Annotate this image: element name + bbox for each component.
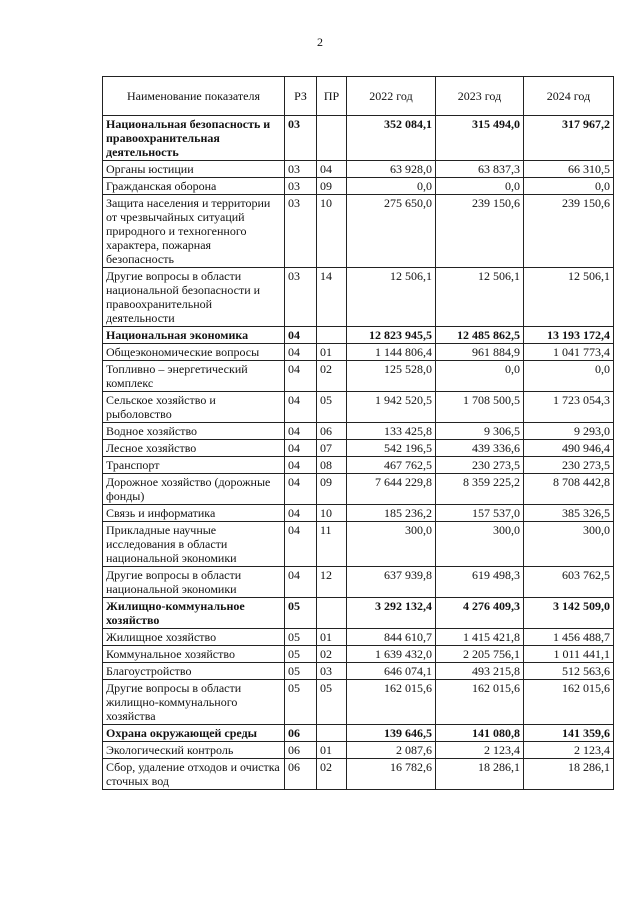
cell-pr: 01 [317, 629, 347, 646]
cell-rz: 06 [285, 742, 317, 759]
cell-2024: 300,0 [524, 522, 614, 567]
cell-2023: 239 150,6 [436, 195, 524, 268]
cell-name: Жилищно-коммунальное хозяйство [103, 598, 285, 629]
cell-2024: 8 708 442,8 [524, 474, 614, 505]
table-row [103, 361, 614, 392]
cell-2023: 12 506,1 [436, 268, 524, 327]
cell-2022: 275 650,0 [347, 195, 436, 268]
cell-pr: 10 [317, 195, 347, 268]
cell-2023: 439 336,6 [436, 440, 524, 457]
cell-2024: 162 015,6 [524, 680, 614, 725]
cell-2023: 162 015,6 [436, 680, 524, 725]
cell-name: Прикладные научные исследования в области национальной экономики [103, 522, 285, 567]
cell-2023: 1 708 500,5 [436, 392, 524, 423]
cell-2022: 2 087,6 [347, 742, 436, 759]
cell-pr: 09 [317, 474, 347, 505]
cell-2024: 18 286,1 [524, 759, 614, 790]
cell-pr: 03 [317, 663, 347, 680]
cell-name: Водное хозяйство [103, 423, 285, 440]
cell-name: Транспорт [103, 457, 285, 474]
cell-2023: 1 415 421,8 [436, 629, 524, 646]
cell-2024: 603 762,5 [524, 567, 614, 598]
cell-rz: 04 [285, 474, 317, 505]
cell-2024: 1 456 488,7 [524, 629, 614, 646]
table-header-row [103, 77, 614, 116]
cell-name: Благоустройство [103, 663, 285, 680]
cell-rz: 05 [285, 646, 317, 663]
cell-pr [317, 327, 347, 344]
cell-rz: 03 [285, 268, 317, 327]
cell-2023: 4 276 409,3 [436, 598, 524, 629]
cell-rz: 04 [285, 344, 317, 361]
header-2022: 2022 год [347, 77, 436, 116]
table-section-row [103, 598, 614, 629]
cell-pr: 05 [317, 680, 347, 725]
cell-2022: 1 144 806,4 [347, 344, 436, 361]
cell-2023: 493 215,8 [436, 663, 524, 680]
cell-pr: 02 [317, 759, 347, 790]
cell-rz: 04 [285, 423, 317, 440]
header-2024: 2024 год [524, 77, 614, 116]
cell-name: Защита населения и территории от чрезвычайных ситуаций природного и техногенного характера, пожарная безопасность [103, 195, 285, 268]
cell-pr: 06 [317, 423, 347, 440]
cell-rz: 04 [285, 505, 317, 522]
cell-2024: 317 967,2 [524, 116, 614, 161]
table-row [103, 629, 614, 646]
cell-2022: 125 528,0 [347, 361, 436, 392]
table-section-row [103, 116, 614, 161]
table-row [103, 423, 614, 440]
cell-2022: 7 644 229,8 [347, 474, 436, 505]
cell-pr: 12 [317, 567, 347, 598]
cell-pr: 09 [317, 178, 347, 195]
cell-rz: 04 [285, 392, 317, 423]
cell-2022: 185 236,2 [347, 505, 436, 522]
header-pr: ПР [317, 77, 347, 116]
cell-rz: 05 [285, 598, 317, 629]
cell-2024: 2 123,4 [524, 742, 614, 759]
cell-name: Органы юстиции [103, 161, 285, 178]
cell-2022: 300,0 [347, 522, 436, 567]
cell-name: Дорожное хозяйство (дорожные фонды) [103, 474, 285, 505]
table-row [103, 680, 614, 725]
cell-name: Экологический контроль [103, 742, 285, 759]
cell-rz: 04 [285, 361, 317, 392]
cell-pr: 10 [317, 505, 347, 522]
table-row [103, 457, 614, 474]
cell-name: Сбор, удаление отходов и очистка сточных вод [103, 759, 285, 790]
header-2023: 2023 год [436, 77, 524, 116]
cell-rz: 03 [285, 161, 317, 178]
cell-2022: 467 762,5 [347, 457, 436, 474]
cell-pr [317, 116, 347, 161]
header-rz: РЗ [285, 77, 317, 116]
cell-name: Другие вопросы в области национальной экономики [103, 567, 285, 598]
cell-rz: 03 [285, 195, 317, 268]
cell-pr: 02 [317, 361, 347, 392]
table-row [103, 759, 614, 790]
cell-rz: 04 [285, 440, 317, 457]
cell-2024: 230 273,5 [524, 457, 614, 474]
cell-2024: 3 142 509,0 [524, 598, 614, 629]
cell-2023: 300,0 [436, 522, 524, 567]
page-number: 2 [317, 35, 323, 49]
cell-2022: 844 610,7 [347, 629, 436, 646]
cell-2024: 13 193 172,4 [524, 327, 614, 344]
cell-rz: 03 [285, 178, 317, 195]
cell-2023: 12 485 862,5 [436, 327, 524, 344]
cell-2022: 637 939,8 [347, 567, 436, 598]
cell-pr: 02 [317, 646, 347, 663]
cell-name: Лесное хозяйство [103, 440, 285, 457]
cell-rz: 04 [285, 327, 317, 344]
cell-2022: 352 084,1 [347, 116, 436, 161]
cell-2023: 619 498,3 [436, 567, 524, 598]
cell-2024: 1 723 054,3 [524, 392, 614, 423]
cell-2023: 230 273,5 [436, 457, 524, 474]
table-row [103, 268, 614, 327]
cell-pr: 04 [317, 161, 347, 178]
table-row [103, 522, 614, 567]
cell-2024: 239 150,6 [524, 195, 614, 268]
table-row [103, 344, 614, 361]
cell-2023: 9 306,5 [436, 423, 524, 440]
cell-2022: 0,0 [347, 178, 436, 195]
cell-name: Коммунальное хозяйство [103, 646, 285, 663]
cell-2022: 139 646,5 [347, 725, 436, 742]
cell-name: Гражданская оборона [103, 178, 285, 195]
header-name: Наименование показателя [103, 77, 285, 116]
cell-2023: 0,0 [436, 361, 524, 392]
cell-2022: 542 196,5 [347, 440, 436, 457]
cell-2023: 8 359 225,2 [436, 474, 524, 505]
cell-name: Связь и информатика [103, 505, 285, 522]
budget-table [102, 76, 614, 790]
cell-2024: 490 946,4 [524, 440, 614, 457]
cell-name: Национальная безопасность и правоохранительная деятельность [103, 116, 285, 161]
cell-name: Сельское хозяйство и рыболовство [103, 392, 285, 423]
cell-rz: 04 [285, 522, 317, 567]
cell-rz: 06 [285, 759, 317, 790]
cell-rz: 03 [285, 116, 317, 161]
cell-rz: 04 [285, 457, 317, 474]
cell-2022: 133 425,8 [347, 423, 436, 440]
cell-name: Национальная экономика [103, 327, 285, 344]
table-row [103, 646, 614, 663]
table-row [103, 474, 614, 505]
cell-pr: 07 [317, 440, 347, 457]
cell-2023: 315 494,0 [436, 116, 524, 161]
cell-2023: 0,0 [436, 178, 524, 195]
cell-2024: 9 293,0 [524, 423, 614, 440]
cell-2024: 0,0 [524, 178, 614, 195]
table-row [103, 178, 614, 195]
table-section-row [103, 725, 614, 742]
cell-2022: 1 942 520,5 [347, 392, 436, 423]
table-section-row [103, 327, 614, 344]
cell-2024: 66 310,5 [524, 161, 614, 178]
cell-2022: 12 823 945,5 [347, 327, 436, 344]
cell-name: Другие вопросы в области жилищно-коммунального хозяйства [103, 680, 285, 725]
cell-2022: 646 074,1 [347, 663, 436, 680]
cell-rz: 05 [285, 680, 317, 725]
cell-name: Общеэкономические вопросы [103, 344, 285, 361]
table-row [103, 742, 614, 759]
cell-name: Охрана окружающей среды [103, 725, 285, 742]
cell-2022: 1 639 432,0 [347, 646, 436, 663]
cell-pr: 01 [317, 742, 347, 759]
cell-2022: 16 782,6 [347, 759, 436, 790]
cell-rz: 05 [285, 629, 317, 646]
cell-2023: 63 837,3 [436, 161, 524, 178]
cell-name: Топливно – энергетический комплекс [103, 361, 285, 392]
cell-pr: 05 [317, 392, 347, 423]
cell-rz: 04 [285, 567, 317, 598]
cell-2022: 162 015,6 [347, 680, 436, 725]
cell-2023: 2 123,4 [436, 742, 524, 759]
cell-2023: 141 080,8 [436, 725, 524, 742]
cell-2024: 12 506,1 [524, 268, 614, 327]
cell-name: Жилищное хозяйство [103, 629, 285, 646]
table-row [103, 567, 614, 598]
cell-pr: 08 [317, 457, 347, 474]
cell-rz: 05 [285, 663, 317, 680]
cell-2023: 961 884,9 [436, 344, 524, 361]
cell-pr: 11 [317, 522, 347, 567]
cell-2023: 157 537,0 [436, 505, 524, 522]
table-row [103, 392, 614, 423]
cell-2022: 3 292 132,4 [347, 598, 436, 629]
cell-pr [317, 725, 347, 742]
cell-name: Другие вопросы в области национальной безопасности и правоохранительной деятельности [103, 268, 285, 327]
cell-2024: 512 563,6 [524, 663, 614, 680]
cell-rz: 06 [285, 725, 317, 742]
table-row [103, 505, 614, 522]
cell-2024: 141 359,6 [524, 725, 614, 742]
cell-pr [317, 598, 347, 629]
cell-2024: 1 041 773,4 [524, 344, 614, 361]
cell-2023: 2 205 756,1 [436, 646, 524, 663]
cell-pr: 14 [317, 268, 347, 327]
table-row [103, 663, 614, 680]
cell-2022: 63 928,0 [347, 161, 436, 178]
cell-2022: 12 506,1 [347, 268, 436, 327]
table-row [103, 440, 614, 457]
table-row [103, 195, 614, 268]
cell-2024: 1 011 441,1 [524, 646, 614, 663]
cell-pr: 01 [317, 344, 347, 361]
table-row [103, 161, 614, 178]
cell-2023: 18 286,1 [436, 759, 524, 790]
cell-2024: 385 326,5 [524, 505, 614, 522]
cell-2024: 0,0 [524, 361, 614, 392]
